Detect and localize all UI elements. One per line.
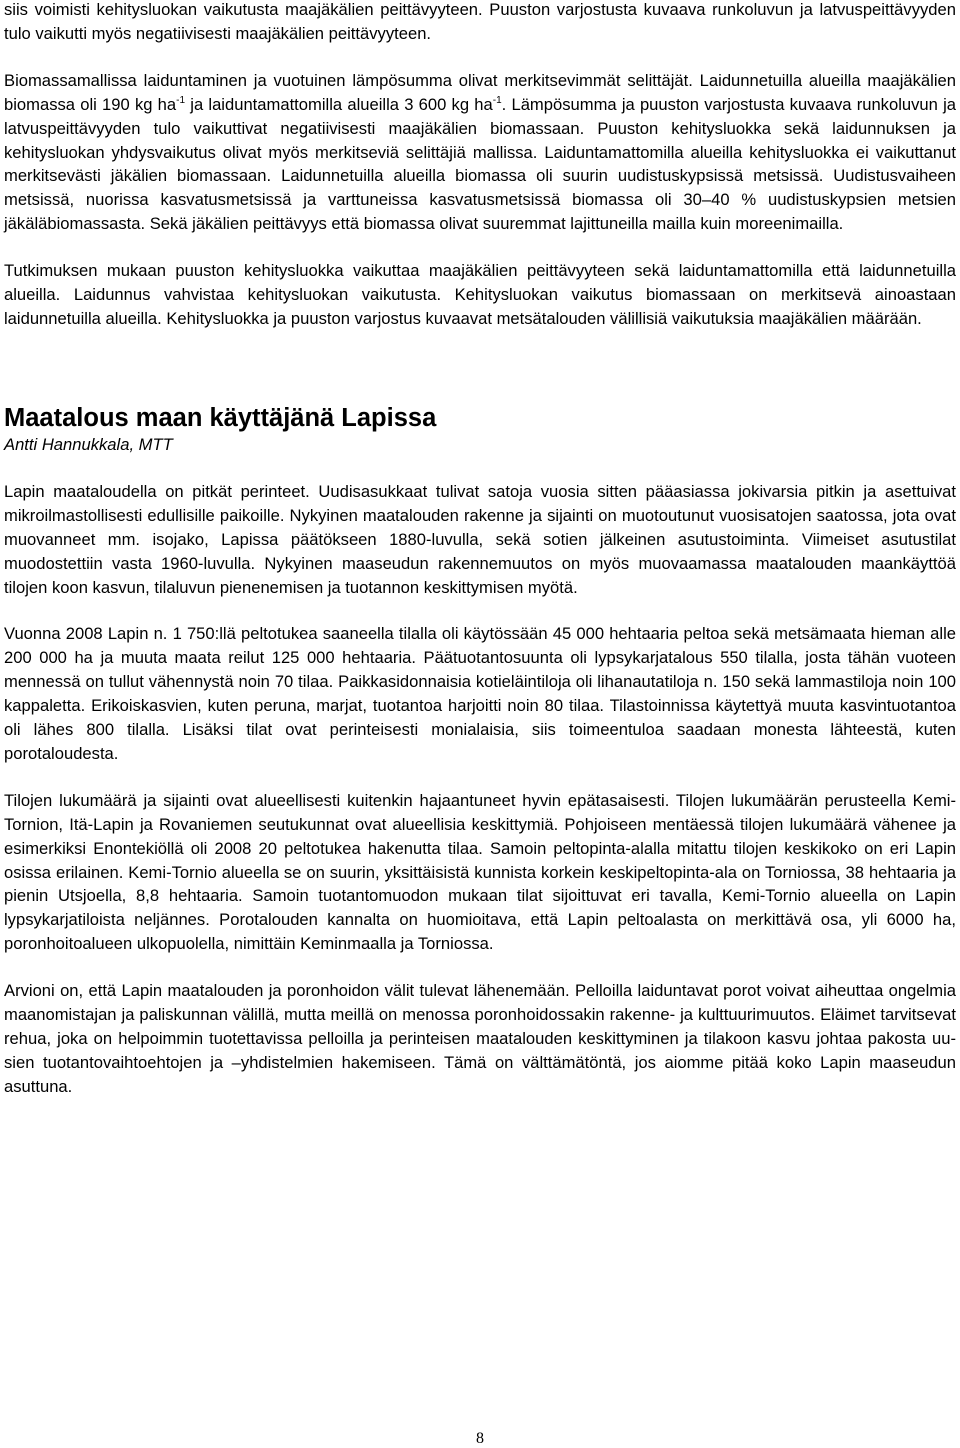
page-number: 8: [476, 1430, 484, 1447]
paragraph-lapin-maatalous: Lapin maataloudella on pitkät perinteet. Uudisasukkaat tulivat satoja vuosia sitten pääasiassa jokivarsia pitkin ja asettuivat mikroilmastollisesti edullisille paikoille. Nykyinen maatalouden rakenne ja sijainti on muotoutunut vuosisatojen saatossa, jota ovat muovanneet mm. isojako, Lapissa päätökseen 1880-luvulla, sekä sotien jälkeinen asutustoiminta. Viimeiset asutustilat muodostettiin vasta 1960-luvulla. Nykyinen maaseudun rakennemuutos on myös muovaamassa maatalouden maankäyttöä tilojen koon kasvun, tilaluvun pienenemisen ja tuotannon keskittymisen myötä.: [4, 481, 956, 597]
paragraph-text: . Lämpösumma ja puuston varjostusta kuvaava runkoluvun ja latvuspeittävyyden tulo vaikuttivat negatiivisesti maajäkälien biomassaan. Puuston kehitysluokka sekä laidunnuksen ja kehitysluokan yhdysvaikutus olivat myös merkitseviä selittäjiä mallissa. Laiduntamattomilla alueilla kehitysluokka ei vaikuttanut merkitsevästi jäkälien biomassaan. Laidunnetuilla alueilla biomassa oli suurin uudistuskypsissä metsissä. Uudistusvaiheen metsissä, nuorissa kasvatusmetsissä ja varttuneissa kasvatusmetsissä biomassa oli 30–40 % uudistuskypsien metsien jäkäläbiomassasta. Sekä jäkälien peittävyys että biomassa olivat suuremmat lajittuneilla mailla kuin moreenimailla.: [4, 94, 956, 234]
paragraph-text: Biomassamallissa laiduntaminen ja vuotuinen lämpösumma olivat merkitsevimmät selittäjät. Laidunnetuilla alueilla maajäkälien biomassa oli 190 kg ha: [4, 70, 956, 114]
paragraph-biomassamalli: [4, 69, 956, 236]
superscript: -1: [492, 94, 502, 106]
section-title: Maatalous maan käyttäjänä Lapissa: [4, 403, 437, 432]
paragraph-arvioni: Arvioni on, että Lapin maatalouden ja poronhoidon välit tulevat lähenemään. Pelloilla laiduntavat porot voivat aiheuttaa ongelmia maanomistajan ja paliskunnan välillä, mutta meillä on menossa poronhoidossakin rakenne- ja kulttuurimuutos. Eläimet tarvitsevat rehua, joka on helpoimmin tuotettavissa pelloilla ja perinteisen maatalouden keskittyminen ja tilakoon kasvu johtaa pakosta uusien tuotantovaihtoehtojen ja –yhdistelmien hakemiseen. Tämä on välttämätöntä, jos aiomme pitää koko Lapin maaseudun asuttuna.: [4, 981, 956, 1096]
paragraph-text: ja laiduntamattomilla alueilla 3 600 kg ha: [185, 94, 493, 114]
paragraph-tutkimuksen-mukaan: Tutkimuksen mukaan puuston kehitysluokka vaikuttaa maajäkälien peittävyyteen sekä laiduntamattomilla että laidunnetuilla alueilla. Laidunnus vahvistaa kehitysluokan vaikutusta. Kehitysluokan vaikutus biomassaan on merkitsevä ainoastaan laidunnetuilla alueilla. Kehitysluokka ja puuston varjostus kuvaavat metsätalouden välillisiä vaikutuksia maajäkälien määrään.: [4, 261, 956, 328]
paragraph-jakalat-peittavyys: siis voimisti kehitysluokan vaikutusta maajäkälien peittävyyteen. Puuston varjostusta kuvaava runkoluvun ja latvuspeittävyyden tulo vaikutti myös negatiivisesti maajäkälien peittävyyteen.: [4, 0, 956, 43]
paragraph-vuonna-2008: Vuonna 2008 Lapin n. 1 750:llä peltotukea saaneella tilalla oli käytössään 45 000 hehtaaria peltoa sekä metsämaata hieman alle 200 000 ha ja muuta maata reilut 125 000 hehtaaria. Päätuotantosuunta oli lypsykarjatalous 550 tilalla, josta tähän vuoteen mennessä on tullut vähennystä noin 70 tilaa. Paikkasidonnaisia kotieläintiloja oli lihanautatiloja n. 150 sekä lammastiloja noin 100 kappaletta. Erikoiskasvien, kuten peruna, marjat, tuotantoa harjoitti noin 80 tilaa. Tilastoinnissa käytettyä muuta kasvintuotantoa oli lähes 800 tilalla. Lisäksi tilat ovat perinteisesti monialaisia, siis toimeentuloa saadaan monesta lähteestä, kuten porotaloudesta.: [4, 624, 956, 763]
section-author: Antti Hannukkala, MTT: [4, 434, 173, 454]
superscript: -1: [176, 94, 186, 106]
paragraph-tilojen-lukumaara: Tilojen lukumäärä ja sijainti ovat alueellisesti kuitenkin hajaantuneet hyvin epätasaisesti. Tilojen lukumäärän perusteella Kemi-Tornion, Itä-Lapin ja Rovaniemen seutukunnat ovat alueellisia keskittymiä. Pohjoiseen mentäessä tilojen lukumäärä vähenee ja esimerkiksi Enontekiöllä oli 2008 20 peltotukea hakenutta tilaa. Samoin peltopinta-alalla mitattu tilojen keskikoko on eri Lapin osissa erilainen. Kemi-Tornio alueella se on suurin, yksittäisistä kunnista korkein keskipeltopinta-ala on Torniossa, 38 hehtaaria ja pienin Utsjoella, 8,8 hehtaaria. Samoin tuotantomuodon mukaan tilat sijoittuvat eri tavalla, Kemi-Tornio alueella on Lapin lypsykarjatiloista neljännes. Porotalouden kannalta on huomioitava, että Lapin peltoalasta on merkittävä osa, yli 6000 ha, poronhoitoalueen ulkopuolella, nimittäin Keminmaalla ja Torniossa.: [4, 790, 956, 954]
document-page: [4, 0, 956, 1099]
